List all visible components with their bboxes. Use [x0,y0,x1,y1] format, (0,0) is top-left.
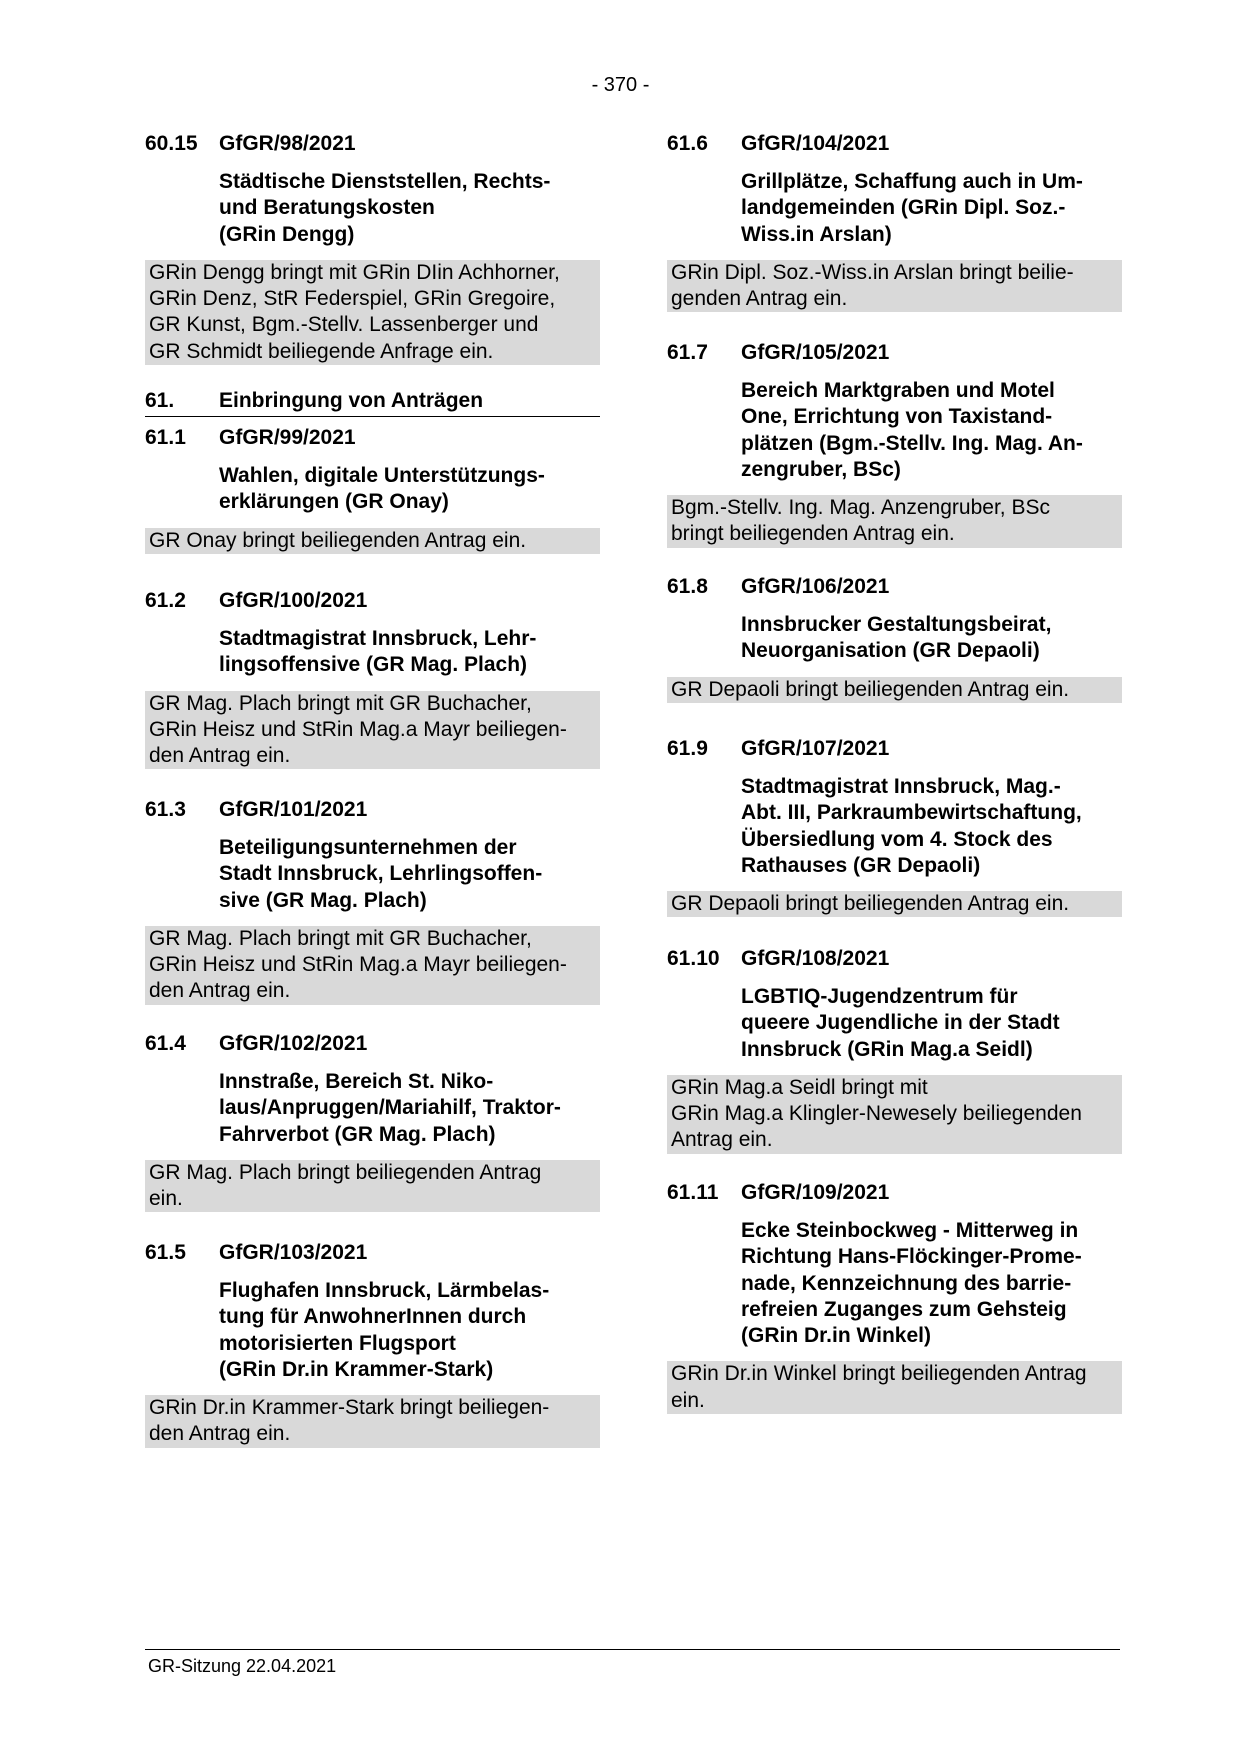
entry-number: 61.8 [667,575,708,598]
entry-reference: GfGR/104/2021 [741,132,890,155]
footer-divider [145,1649,1120,1650]
entry-title: Stadtmagistrat Innsbruck, Mag.- Abt. III, Parkraumbewirtschaftung, Übersiedlung vom 4. Stock des Rathauses (GR Depaoli) [741,775,1082,877]
entry-title: LGBTIQ-Jugendzentrum für queere Jugendliche in der Stadt Innsbruck (GRin Mag.a Seidl) [741,985,1060,1061]
entry-title: Städtische Dienststellen, Rechts- und Beratungskosten (GRin Dengg) [219,170,551,246]
entry-number: 61.1 [145,426,186,449]
entry-header [145,797,600,823]
entry-body: GRin Dipl. Soz.-Wiss.in Arslan bringt beilie- genden Antrag ein. [667,260,1122,313]
entry-body: GRin Mag.a Seidl bringt mit GRin Mag.a Klingler-Newesely beiliegenden Antrag ein. [667,1075,1122,1154]
entry-title: Bereich Marktgraben und Motel One, Errichtung von Taxistand- plätzen (Bgm.-Stellv. Ing. Mag. An- zengruber, BSc) [741,379,1083,481]
section-number: 61. [145,389,175,412]
entry-number: 61.2 [145,589,186,612]
entry-body: GR Onay bringt beiliegenden Antrag ein. [145,528,600,554]
entry-number: 61.4 [145,1032,186,1055]
entry-number: 60.15 [145,132,198,155]
entry-header [667,574,1122,600]
entry-header [145,588,600,614]
entry-number: 61.3 [145,798,186,821]
entry-header [145,425,600,451]
agenda-entry-61-9 [667,736,1122,917]
page-number: - 370 - [591,74,650,96]
entry-reference: GfGR/98/2021 [219,132,356,155]
entry-number: 61.9 [667,737,708,760]
entry-title: Beteiligungsunternehmen der Stadt Innsbruck, Lehrlingsoffen- sive (GR Mag. Plach) [219,836,543,912]
entry-title: Stadtmagistrat Innsbruck, Lehr- lingsoffensive (GR Mag. Plach) [219,627,537,677]
entry-reference: GfGR/107/2021 [741,737,890,760]
entry-body: GRin Dr.in Winkel bringt beiliegenden Antrag ein. [667,1361,1122,1414]
agenda-entry-61-2 [145,588,600,769]
entry-reference: GfGR/109/2021 [741,1181,890,1204]
entry-body: Bgm.-Stellv. Ing. Mag. Anzengruber, BSc bringt beiliegenden Antrag ein. [667,495,1122,548]
entry-reference: GfGR/108/2021 [741,947,890,970]
entry-title: Flughafen Innsbruck, Lärmbelas- tung für AnwohnerInnen durch motorisierten Flugsport (GRin Dr.in Krammer-Stark) [219,1279,550,1381]
agenda-entry-61-5 [145,1240,600,1448]
entry-body: GR Mag. Plach bringt mit GR Buchacher, GRin Heisz und StRin Mag.a Mayr beiliegen- den Antrag ein. [145,926,600,1005]
agenda-entry-61-8 [667,574,1122,703]
entry-title: Wahlen, digitale Unterstützungs- erklärungen (GR Onay) [219,464,545,514]
entry-reference: GfGR/100/2021 [219,589,368,612]
entry-body: GRin Dengg bringt mit GRin DIin Achhorner, GRin Denz, StR Federspiel, GRin Gregoire, GR Kunst, Bgm.-Stellv. Lassenberger und GR Schmidt beiliegende Anfrage ein. [145,260,600,365]
entry-title: Innsbrucker Gestaltungsbeirat, Neuorganisation (GR Depaoli) [741,613,1052,663]
entry-reference: GfGR/106/2021 [741,575,890,598]
entry-number: 61.10 [667,947,720,970]
agenda-entry-61-4 [145,1031,600,1212]
entry-number: 61.7 [667,341,708,364]
entry-header [667,946,1122,972]
entry-reference: GfGR/102/2021 [219,1032,368,1055]
entry-header [145,131,600,157]
entry-body: GR Depaoli bringt beiliegenden Antrag ein. [667,677,1122,703]
entry-number: 61.11 [667,1181,719,1204]
entry-header [667,340,1122,366]
agenda-entry-60-15 [145,131,600,365]
entry-body: GR Mag. Plach bringt beiliegenden Antrag ein. [145,1160,600,1213]
footer-session-date: GR-Sitzung 22.04.2021 [148,1656,337,1676]
agenda-entry-61-1 [145,425,600,554]
entry-reference: GfGR/103/2021 [219,1241,368,1264]
agenda-entry-61-7 [667,340,1122,548]
entry-number: 61.6 [667,132,708,155]
entry-reference: GfGR/99/2021 [219,426,356,449]
entry-body: GR Mag. Plach bringt mit GR Buchacher, GRin Heisz und StRin Mag.a Mayr beiliegen- den Antrag ein. [145,691,600,770]
entry-number: 61.5 [145,1241,186,1264]
section-title: Einbringung von Anträgen [219,389,484,412]
section-heading [145,388,600,417]
entry-body: GR Depaoli bringt beiliegenden Antrag ein. [667,891,1122,917]
entry-header [667,1180,1122,1206]
agenda-entry-61-6 [667,131,1122,312]
entry-body: GRin Dr.in Krammer-Stark bringt beiliegen- den Antrag ein. [145,1395,600,1448]
agenda-entry-61-3 [145,797,600,1005]
entry-header [667,736,1122,762]
entry-title: Ecke Steinbockweg - Mitterweg in Richtung Hans-Flöckinger-Prome- nade, Kennzeichnung des barrie- refreien Zuganges zum Gehsteig (GRin Dr.in Winkel) [741,1219,1082,1348]
entry-title: Grillplätze, Schaffung auch in Um- landgemeinden (GRin Dipl. Soz.- Wiss.in Arslan) [741,170,1083,246]
entry-reference: GfGR/101/2021 [219,798,368,821]
agenda-entry-61-10 [667,946,1122,1154]
entry-header [667,131,1122,157]
agenda-entry-61-11 [667,1180,1122,1414]
entry-header [145,1240,600,1266]
entry-header [145,1031,600,1057]
entry-reference: GfGR/105/2021 [741,341,890,364]
entry-title: Innstraße, Bereich St. Niko- laus/Anpruggen/Mariahilf, Traktor- Fahrverbot (GR Mag. Plach) [219,1070,561,1146]
